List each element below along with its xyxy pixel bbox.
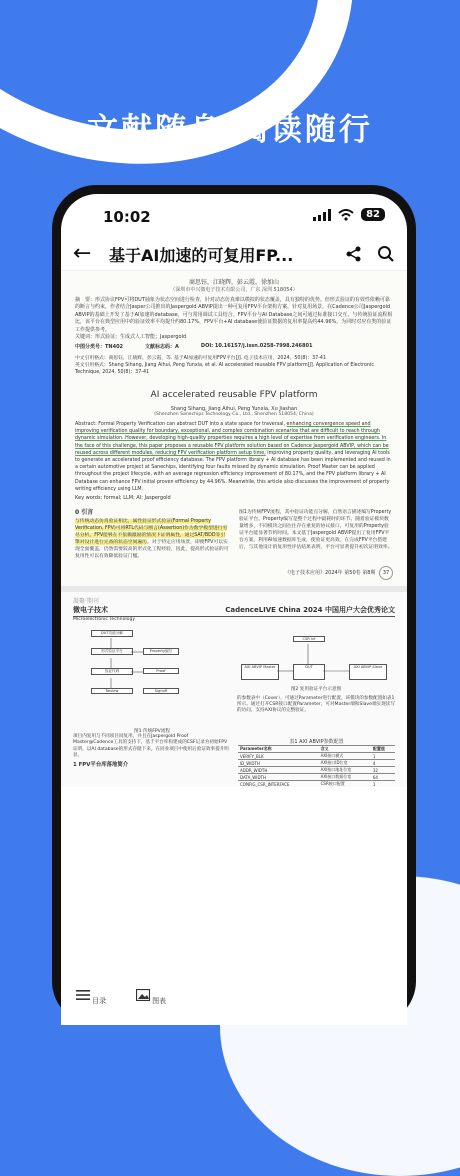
- abstract-cn: 摘 要：形式协议FPV可将DUT抽象为状态空间进行检查，针对动态仿真难以模拟的状态覆盖，具有独特的优势。但形式验证的有效性依赖可靠的断言与约束，作者结合Jasper公司推出的Jaspergold ABVIP提出一种可复用FPV平台架构方案，针对复用场景，在Cadence公司Jaspergold ABVIP的基础上开发了基于AI加速的database，可与常用调试工具结合。FPV平台与AI Database之间可通过标准接口交互。与传统验证流程相比，该平台在典型应用中的验证效率平均提升约80.17%，FPV平台+AI database使验证数据的复用率提高约44.96%。为同时对应有类的验证工作提供参考。: [75, 297, 393, 333]
- page2-lower: [73, 734, 395, 787]
- journal-footer: 《电子技术应用》2024年 第50卷 第8期: [284, 570, 376, 577]
- page2-left-column: [73, 734, 230, 787]
- flow-box: Review: [91, 688, 133, 694]
- body-columns: [75, 509, 393, 560]
- figure-left: [73, 628, 231, 734]
- body-column-left: [75, 509, 229, 560]
- english-authors: Shang Sihang, Jiang Aihui, Peng Yunxia, Xu Jiashan: [170, 406, 298, 413]
- table-cell: AXI接口ID位宽: [319, 760, 371, 767]
- table-row: [238, 767, 395, 774]
- authors-cn: 商思钰，江晓辉，彭云霞，徐加山: [188, 279, 279, 286]
- table-cell: 1: [371, 781, 395, 788]
- english-title: AI accelerated reusable FPV platform: [150, 390, 318, 401]
- status-time: 10:02: [103, 208, 151, 226]
- menu-icon: [76, 989, 90, 1001]
- table-cell: 1: [371, 753, 395, 760]
- table-cell: 32: [371, 767, 395, 774]
- flow-box: Signoff: [143, 688, 179, 694]
- figure-right: [237, 628, 395, 734]
- page2-tag: 凝聚·期刊: [73, 598, 99, 606]
- page2-left-text: 项目内复用与不同项目间复用，并且在Jaspergold Proof Master@Cadence工具的支持下，基于平台库构建成的CSF记录为初始FPV证明，以AI database的形式存储下来。在同业项目中使用后验证效率提升明显。: [73, 734, 229, 759]
- table-cell: ID_WIDTH: [238, 760, 319, 767]
- pdf-page-1[interactable]: [61, 271, 407, 586]
- search-icon[interactable]: [377, 245, 395, 263]
- phone-screen: [61, 194, 407, 1025]
- abstract-en-post: improving property quality, and leveraging AI tools to generate an accelerated proof efficiency database. The FPV platform library + AI database has been implemented and reused in a certain automotive project at Sanechips, identifying four faults missed by dynamic simulation. Proof Master can be applied throughout the project lifecycle, with an average regression efficiency improvement of 80.17%, and the FPV platform library + AI Database can enhance FPV initial proven efficiency by 44.96%. Meanwhile, this article also discusses the improvement of property writing efficiency using LLM.: [75, 450, 391, 492]
- flow-box: 验证代码: [91, 668, 133, 675]
- abstract-en-pre: Abstract: Formal Property Verification can abstract DUT into a state space for traversal,: [75, 422, 287, 428]
- page2-header-right: CadenceLIVE China 2024 中国用户大会优秀论文: [225, 606, 395, 615]
- table-row: [238, 753, 395, 760]
- right-column-text: 的参数表中（Cover），可通过Parameter进行配置，该模块的参数配置如表1所示。通过打开CSR接口配置Parameter，可对Master端和Slave端实现读写的访问，支持AXI协议的完整验证。: [237, 696, 395, 714]
- diagram-box: CSR Inf: [293, 636, 325, 642]
- table-header: 配置值: [371, 746, 395, 753]
- clc-number: 中图分类号：TN402: [75, 344, 124, 351]
- parameter-table: [238, 745, 395, 787]
- table-header: Parameter名称: [238, 746, 319, 753]
- table-cell: CONFIG_CSR_INTERFACE: [238, 781, 319, 788]
- table-row: [238, 781, 395, 788]
- diagram-box: AXI ABVIP Slave: [349, 664, 387, 680]
- back-arrow-icon[interactable]: ←: [73, 241, 92, 266]
- status-icons: [313, 208, 385, 221]
- figures-row: [73, 628, 395, 734]
- table-title: 表1 AXI ABVIP参数配置: [289, 739, 344, 746]
- page-footer: [75, 566, 393, 586]
- table-cell: DATA_WIDTH: [238, 774, 319, 781]
- intro-highlight: 与传统动态仿真验证相比，属性验证形式验证(Formal Property Verification, FPV)可将RTL代码与断言(Assertion)作为数学模型进行穷尽分析，FPV能够在不依赖激励的情况下证明属性，通过SAT/BDD等引擎对设计进行完备的状态空间遍历: [75, 519, 228, 546]
- abstract-en-highlight: enhancing convergence speed and improving verification quality for boundary, exceptional, and complex combination scenarios that are difficult to reach through dynamic simulation. However, developing high-quality properties requires a high level of expertise from verification engineers. In the face of this challenge, this paper proposes a reusable FPV platform solution based on Cadence Jaspergold ABVIP, which can be reused across different modules, reducing FPV verification platform setup time,: [75, 422, 389, 456]
- table-cell: AXI接口地址位宽: [319, 767, 371, 774]
- document-title: 基于AI加速的可复用FP...: [109, 246, 294, 265]
- nav-contents-label: 目录: [92, 997, 107, 1005]
- page2-header-left: 微电子技术: [73, 606, 108, 615]
- table-cell: CSR接口配置: [319, 781, 371, 788]
- citation-format: 中文引用格式：商思钰，江晓辉，彭云霞，等. 基于AI加速的可复用FPV平台[J]. 电子技术应用，2024，50(8)：37-41 英文引用格式：Shang Sihang, Jiang Aihui, Peng Yunxia, et al. AI accelerated reusable FPV platform[J]. Application of Electronic Technique, 2024, 50(8)：37-41: [75, 356, 374, 376]
- app-bar: [61, 242, 407, 271]
- diagram-box: AXI ABVIP Master: [241, 664, 279, 680]
- flow-box: DUT功能分解: [91, 630, 133, 637]
- table-row: [238, 774, 395, 781]
- flow-box: Property编写: [143, 648, 179, 655]
- nav-figures[interactable]: [121, 985, 181, 1025]
- english-affiliation: (Shenzhen Sanechips Technology Co., Ltd., Shenzhen 518054, China): [154, 412, 314, 418]
- status-bar: [61, 194, 407, 242]
- phone-frame: [52, 185, 416, 1025]
- keywords-en: Key words: formal; LLM; AI; Jaspergold: [75, 495, 171, 502]
- figure-right-caption: 图2 复用验证平台示意图: [290, 687, 342, 693]
- doi: DOI: 10.16157/j.issn.0258-7998.246801: [200, 343, 313, 350]
- pdf-page-2[interactable]: [61, 592, 407, 787]
- flow-arrows: [73, 628, 231, 718]
- table-cell: 64: [371, 774, 395, 781]
- keywords-cn: 关键词：形式验证；生成式人工智能；Jaspergold: [75, 334, 187, 341]
- table-cell: AXI接口数据位宽: [319, 774, 371, 781]
- table-header-row: [238, 746, 395, 753]
- image-icon: [136, 989, 150, 1001]
- page2-left-heading: 1 FPV平台库落地简介: [73, 761, 129, 768]
- body-column-right: [239, 509, 393, 560]
- nav-figures-label: 图表: [152, 997, 167, 1005]
- column-right-text: 图1为传统FPV流程，其中验证功能点分解，自然语言描述编写Property验证平台，Property编写是整个过程中最耗时的环节。随着验证模块数量增多，不同模块之间往往存在重复的协议接口，可复用的Property验证平台能显著节约时间。本文基于Jaspergold ABVIP提出了复用FPV平台方案，利用AI加速数据库生成，使验证更高效。在完成FPV平台搭建后，与其他设计的复用性评估结果表明，平台可显著提升初次证明效率。: [239, 510, 393, 551]
- table-cell: VERIFY_BLK: [238, 753, 319, 760]
- page-number: 37: [379, 566, 393, 580]
- intro-rest: 。对于特定应用场景，即便FPV可以实现全面覆盖，仍然需要较高的形式化工程经验，因此，提高形式验证的可复用性可以有效降低验证门槛。: [75, 540, 229, 560]
- signal-icon: [313, 209, 331, 221]
- table-cell: AXI接口模式: [319, 753, 371, 760]
- intro-heading: 0 引言: [75, 509, 94, 517]
- meta-row: [75, 343, 393, 350]
- share-icon[interactable]: [345, 245, 363, 263]
- document-code: 文献标志码：A: [145, 344, 179, 351]
- table-cell: ADDR_WIDTH: [238, 767, 319, 774]
- affiliation-cn: （深圳市中兴微电子技术有限公司，广东 深圳 518054）: [170, 287, 298, 293]
- wifi-icon: [338, 209, 354, 221]
- slogan: 文献随身 阅读随行: [87, 112, 373, 148]
- page2-subheader: Microelectronic Technology: [73, 617, 136, 623]
- flow-box: Proof: [143, 668, 179, 674]
- page2-header: [73, 605, 395, 617]
- table-header: 含义: [319, 746, 371, 753]
- battery-icon: 82: [361, 208, 385, 221]
- abstract-en: [75, 421, 393, 493]
- table-cell: 4: [371, 760, 395, 767]
- diagram-box: DUT: [293, 664, 325, 680]
- flow-box: 形式验证平台: [91, 648, 133, 655]
- page2-right-column: [238, 734, 395, 787]
- bottom-nav: [61, 985, 407, 1025]
- nav-contents[interactable]: [61, 985, 121, 1025]
- figure-left-caption: 图1 传统FPV流程: [134, 729, 170, 735]
- table-row: [238, 760, 395, 767]
